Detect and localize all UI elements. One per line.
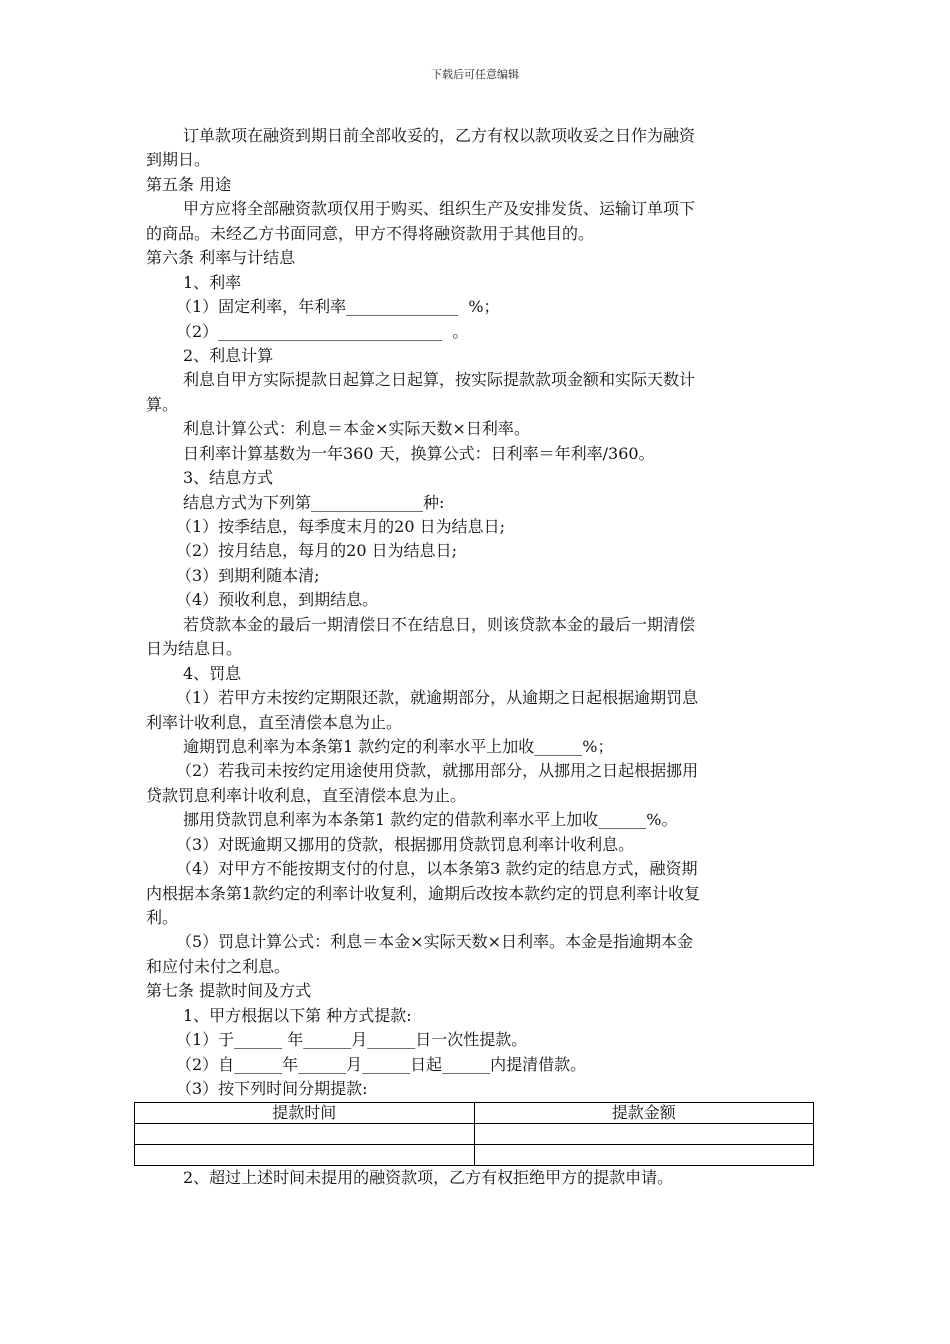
text-line: （4）预收利息，到期结息。: [176, 590, 379, 610]
text-line: （2）自______年______月______日起______内提清借款。: [176, 1054, 587, 1074]
text-line: 到期日。: [146, 150, 211, 170]
text-line: 和应付未付之利息。: [146, 956, 291, 976]
table-cell: [135, 1144, 475, 1165]
table-cell: [135, 1123, 475, 1144]
text-line: 1、利率: [183, 272, 242, 292]
table-row: [135, 1144, 814, 1165]
text-line: （2）按月结息，每月的20 日为结息日;: [176, 541, 458, 561]
text-line: 内根据本条第1款约定的利率计收复利，逾期后改按本款约定的罚息利率计收复: [146, 883, 701, 903]
text-line: 的商品。未经乙方书面同意，甲方不得将融资款用于其他目的。: [146, 223, 595, 243]
table-cell: [474, 1144, 814, 1165]
text-line: 2、利息计算: [183, 345, 274, 365]
text-line: （1）于______ 年______月______日一次性提款。: [176, 1030, 528, 1050]
text-line: 利率计收利息，直至清偿本息为止。: [146, 712, 403, 732]
page-header: 下载后可任意编辑: [431, 68, 519, 81]
text-line: （3）按下列时间分期提款:: [176, 1079, 368, 1099]
text-line: 甲方应将全部融资款项仅用于购买、组织生产及安排发货、运输订单项下: [183, 199, 696, 219]
text-line: 若贷款本金的最后一期清偿日不在结息日，则该贷款本金的最后一期清偿: [183, 614, 696, 634]
text-line: （3）到期利随本清;: [176, 565, 320, 585]
text-line: 第六条 利率与计结息: [146, 248, 296, 268]
text-line: 1、甲方根据以下第 种方式提款:: [183, 1005, 412, 1025]
text-line: 第七条 提款时间及方式: [146, 981, 312, 1001]
text-line: 2、超过上述时间未提用的融资款项，乙方有权拒绝甲方的提款申请。: [183, 1167, 674, 1187]
table-header-cell: 提款金额: [474, 1102, 814, 1123]
text-line: 挪用贷款罚息利率为本条第1 款约定的借款利率水平上加收______%。: [183, 810, 678, 830]
text-line: （1）若甲方未按约定期限还款，就逾期部分，从逾期之日起根据逾期罚息: [176, 688, 699, 708]
text-line: （2）若我司未按约定用途使用贷款，就挪用部分，从挪用之日起根据挪用: [176, 761, 699, 781]
text-line: （1）按季结息，每季度末月的20 日为结息日;: [176, 517, 506, 536]
text-line: （1）固定利率，年利率______________ %；: [176, 297, 500, 317]
table-header-cell: 提款时间: [135, 1102, 475, 1123]
text-line: （5）罚息计算公式：利息＝本金×实际天数×日利率。本金是指逾期本金: [176, 932, 693, 952]
text-line: 贷款罚息利率计收利息，直至清偿本息为止。: [146, 785, 467, 805]
text-line: （4）对甲方不能按期支付的付息，以本条第3 款约定的结息方式，融资期: [176, 859, 698, 879]
text-line: 订单款项在融资到期日前全部收妥的，乙方有权以款项收妥之日作为融资: [183, 126, 696, 145]
table-header-row: [135, 1102, 814, 1123]
text-line: （2）____________________________ 。: [176, 321, 469, 341]
text-line: 利。: [146, 908, 179, 927]
text-line: 结息方式为下列第______________种:: [183, 492, 445, 512]
table-row: [135, 1123, 814, 1144]
text-line: 算。: [146, 394, 179, 414]
text-line: 3、结息方式: [183, 468, 274, 488]
text-line: 利息自甲方实际提款日起算之日起算，按实际提款款项金额和实际天数计: [183, 370, 696, 390]
document-body: [146, 124, 804, 1190]
text-line: 4、罚息: [183, 663, 242, 683]
text-line: （3）对既逾期又挪用的贷款，根据挪用贷款罚息利率计收利息。: [176, 834, 635, 854]
text-line: 日利率计算基数为一年360 天，换算公式：日利率＝年利率/360。: [183, 443, 655, 463]
document-lines: [146, 124, 804, 1102]
table-cell: [474, 1123, 814, 1144]
document-lines-after-table: [146, 1166, 804, 1190]
text-line: 第五条 用途: [146, 174, 232, 194]
withdrawal-schedule-table: [134, 1102, 814, 1166]
text-line: 逾期罚息利率为本条第1 款约定的利率水平上加收______%；: [183, 736, 614, 756]
text-line: 利息计算公式：利息＝本金×实际天数×日利率。: [183, 419, 530, 439]
text-line: 日为结息日。: [146, 639, 243, 659]
